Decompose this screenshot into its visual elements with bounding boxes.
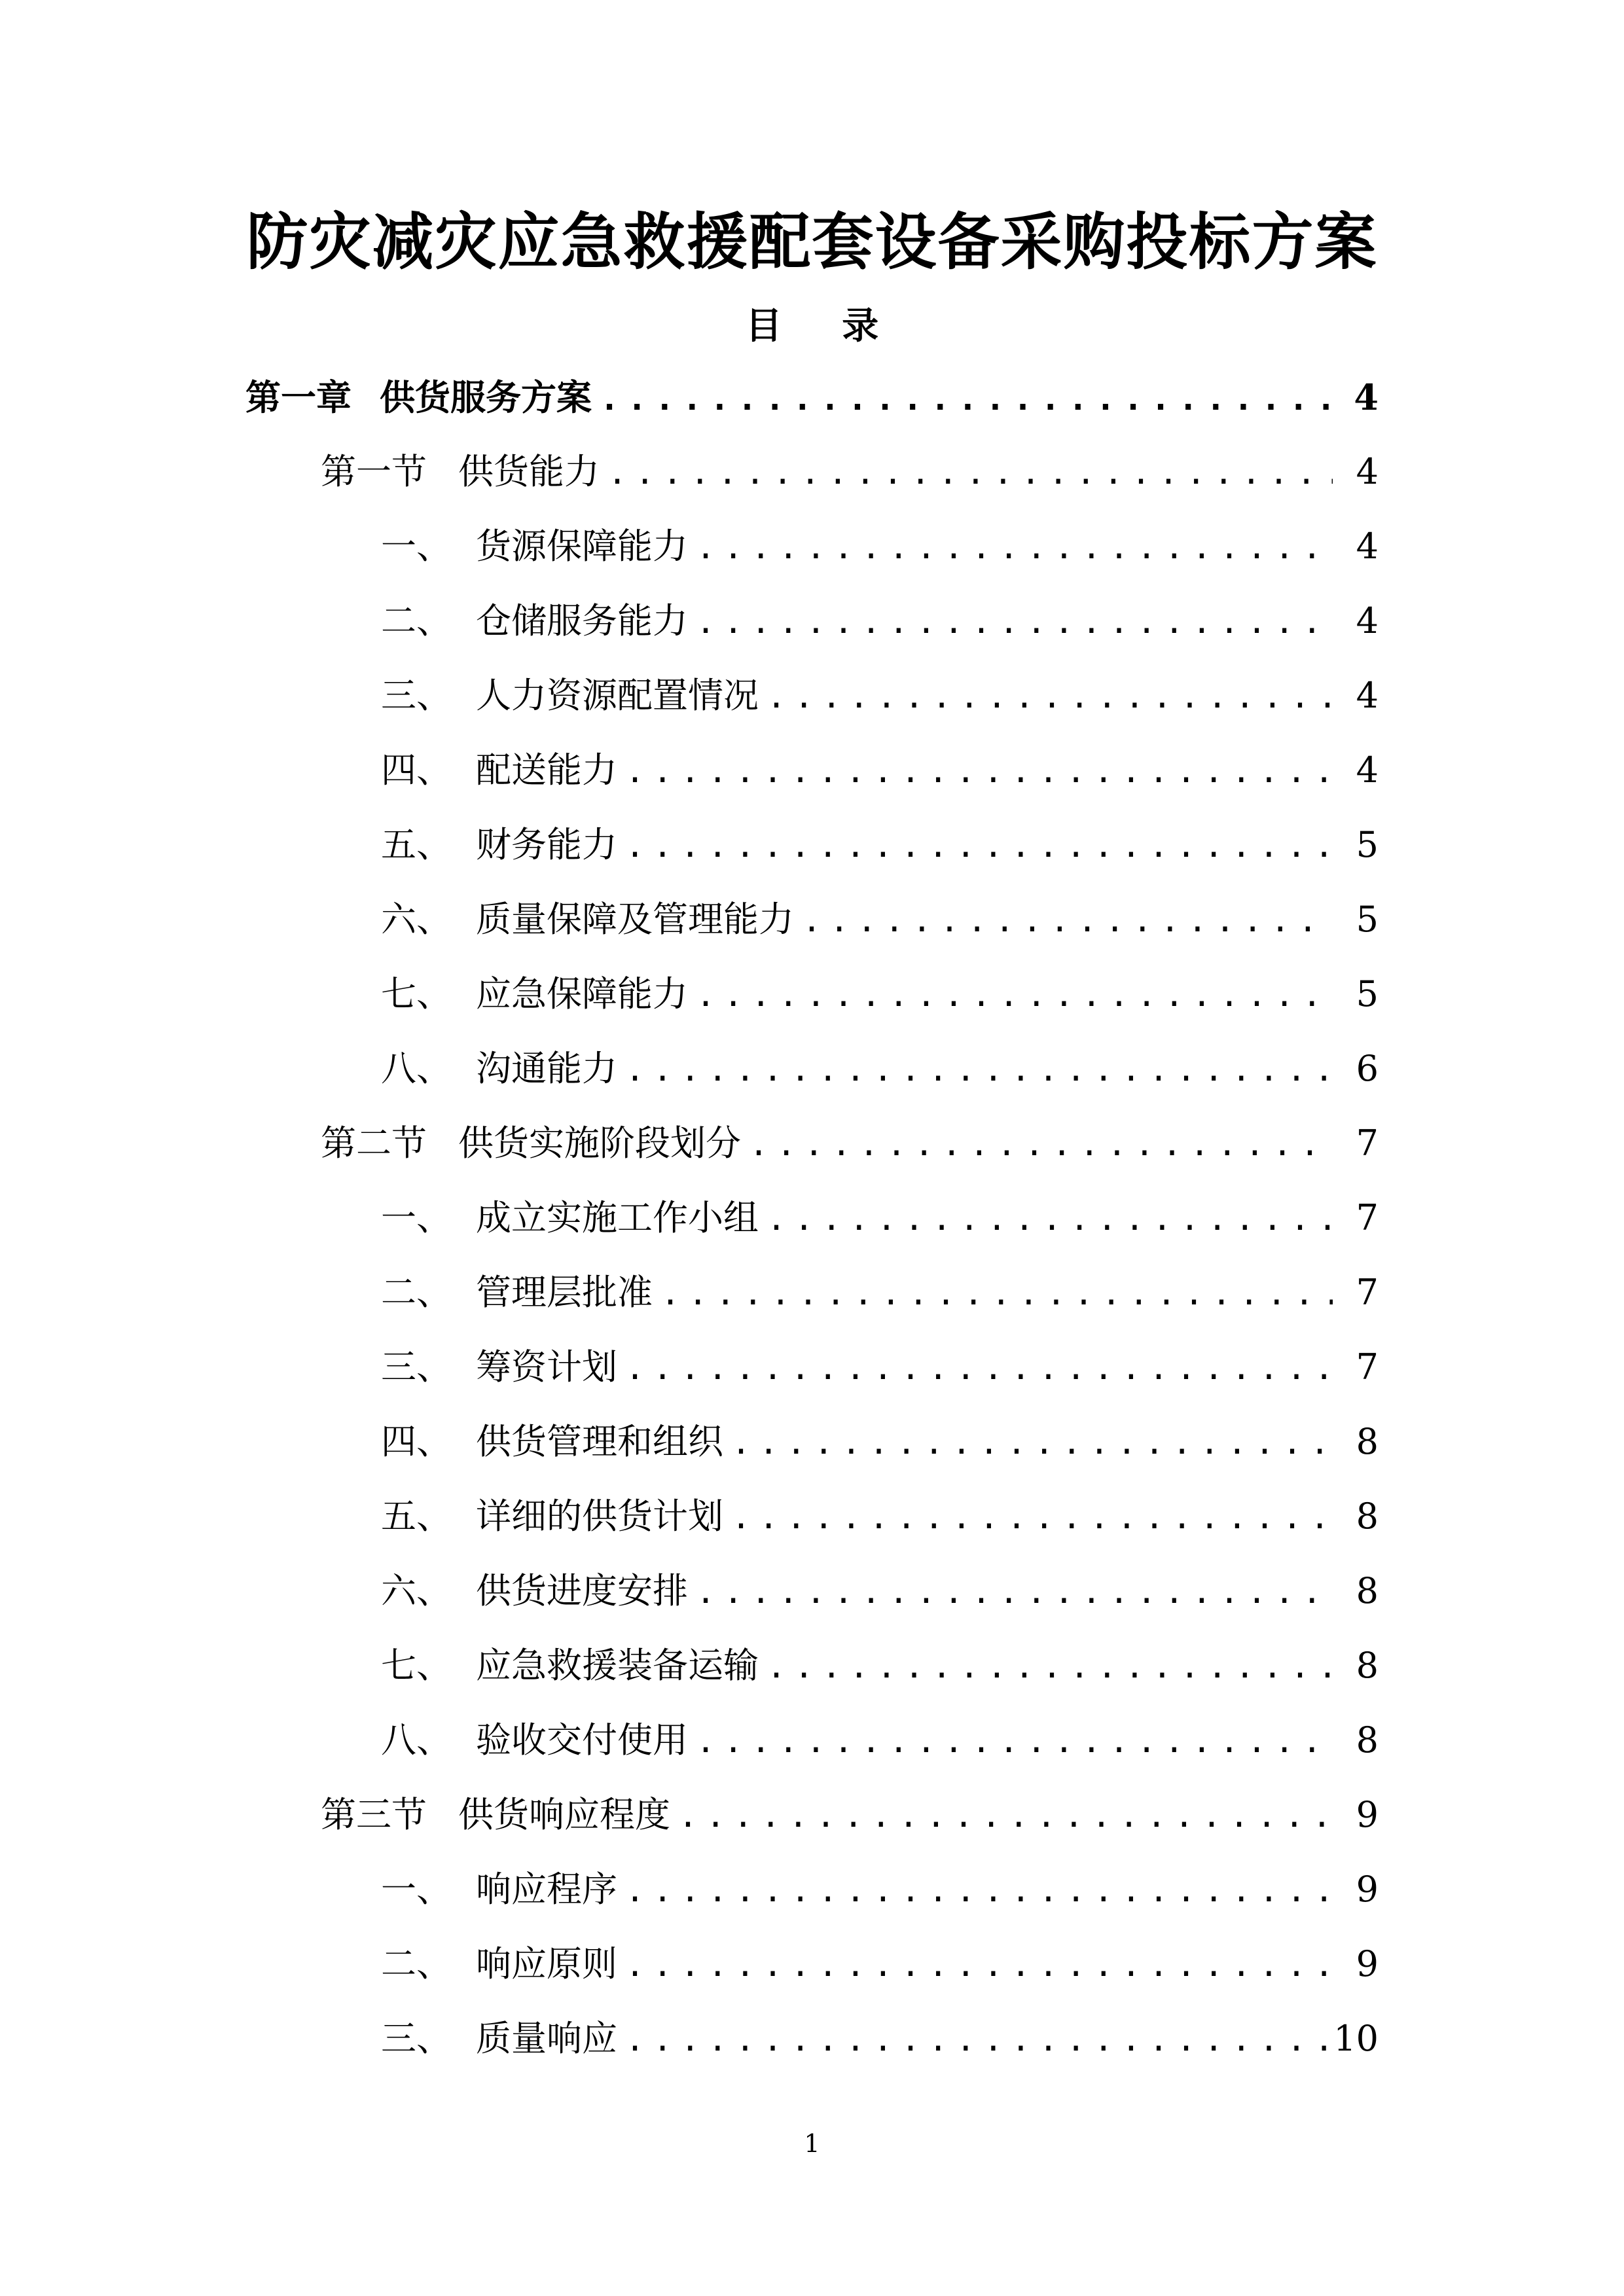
toc-entry[interactable]	[0, 1255, 1624, 1330]
toc-entry-title: 人力资源配置情况	[476, 675, 759, 716]
toc-entry[interactable]	[0, 882, 1624, 957]
toc-entry-page: 8	[1356, 1570, 1379, 1611]
table-of-contents	[0, 360, 1624, 2076]
toc-entry-page: 8	[1356, 1645, 1379, 1686]
toc-dot-leader	[731, 1405, 1333, 1480]
toc-entry-number: 七、	[381, 1645, 452, 1686]
toc-entry-number: 五、	[381, 1496, 452, 1537]
toc-entry-number: 四、	[381, 749, 452, 791]
toc-entry[interactable]	[0, 658, 1624, 733]
toc-entry[interactable]	[0, 1479, 1624, 1554]
toc-dot-leader	[625, 808, 1333, 883]
toc-entry[interactable]	[0, 733, 1624, 808]
toc-entry-page: 7	[1356, 1122, 1379, 1164]
toc-dot-leader	[600, 361, 1333, 436]
toc-entry[interactable]	[0, 2001, 1624, 2076]
toc-entry-page: 10	[1333, 2018, 1379, 2059]
toc-dot-leader	[625, 1331, 1333, 1405]
toc-entry-page: 6	[1356, 1048, 1379, 1089]
toc-entry-page: 4	[1356, 600, 1379, 641]
toc-entry-title: 响应程序	[476, 1869, 617, 1910]
toc-entry[interactable]	[0, 360, 1624, 435]
toc-entry-number: 四、	[381, 1421, 452, 1462]
toc-entry-number: 三、	[381, 675, 452, 716]
toc-entry-number: 二、	[381, 1272, 452, 1313]
toc-entry-number: 八、	[381, 1048, 452, 1089]
toc-entry-number: 第二节	[321, 1122, 427, 1164]
toc-entry-page: 5	[1356, 899, 1379, 940]
toc-entry[interactable]	[0, 808, 1624, 882]
toc-entry[interactable]	[0, 435, 1624, 509]
toc-entry-title: 供货响应程度	[458, 1794, 670, 1835]
toc-entry-page: 9	[1356, 1943, 1379, 1984]
toc-entry-title: 供货管理和组织	[476, 1421, 723, 1462]
toc-entry-page: 4	[1356, 526, 1379, 567]
toc-entry-page: 9	[1356, 1794, 1379, 1835]
toc-entry[interactable]	[0, 957, 1624, 1031]
toc-entry-page: 8	[1356, 1719, 1379, 1761]
toc-dot-leader	[767, 1181, 1333, 1256]
toc-entry-title: 仓储服务能力	[476, 600, 688, 641]
toc-entry-number: 六、	[381, 1570, 452, 1611]
toc-dot-leader	[802, 883, 1333, 958]
toc-entry-title: 应急救援装备运输	[476, 1645, 759, 1686]
toc-entry[interactable]	[0, 584, 1624, 658]
toc-entry-number: 六、	[381, 899, 452, 940]
toc-entry-number: 第一章	[245, 376, 352, 418]
toc-entry-title: 成立实施工作小组	[476, 1197, 759, 1238]
page-number: 1	[804, 2129, 820, 2158]
toc-entry-number: 一、	[381, 1869, 452, 1910]
toc-entry[interactable]	[0, 1031, 1624, 1106]
toc-entry-number: 一、	[381, 526, 452, 567]
toc-entry-title: 筹资计划	[476, 1346, 617, 1388]
toc-entry-page: 4	[1356, 675, 1379, 716]
toc-entry-title: 沟通能力	[476, 1048, 617, 1089]
toc-dot-leader	[625, 1928, 1333, 2002]
toc-dot-leader	[731, 1480, 1333, 1554]
toc-entry[interactable]	[0, 1927, 1624, 2001]
toc-entry-page: 5	[1356, 824, 1379, 865]
toc-entry-title: 财务能力	[476, 824, 617, 865]
toc-entry-number: 二、	[381, 600, 452, 641]
toc-entry[interactable]	[0, 1181, 1624, 1255]
toc-entry[interactable]	[0, 1852, 1624, 1927]
toc-dot-leader	[607, 435, 1333, 510]
toc-entry-number: 五、	[381, 824, 452, 865]
toc-entry-page: 5	[1356, 973, 1379, 1014]
toc-entry-title: 管理层批准	[476, 1272, 653, 1313]
toc-dot-leader	[696, 1704, 1333, 1778]
toc-entry-page: 4	[1354, 376, 1379, 418]
toc-entry-title: 质量保障及管理能力	[476, 899, 794, 940]
toc-dot-leader	[625, 734, 1333, 808]
toc-dot-leader	[767, 1629, 1333, 1704]
toc-entry-title: 供货实施阶段划分	[458, 1122, 741, 1164]
toc-entry-title: 供货服务方案	[380, 376, 592, 418]
toc-entry[interactable]	[0, 1703, 1624, 1778]
toc-entry-title: 响应原则	[476, 1943, 617, 1984]
toc-dot-leader	[696, 584, 1333, 659]
toc-entry-number: 三、	[381, 1346, 452, 1388]
toc-dot-leader	[625, 2002, 1333, 2077]
toc-entry[interactable]	[0, 1778, 1624, 1852]
toc-entry[interactable]	[0, 1330, 1624, 1405]
toc-dot-leader	[696, 510, 1333, 584]
toc-entry-number: 一、	[381, 1197, 452, 1238]
toc-entry-number: 七、	[381, 973, 452, 1014]
toc-dot-leader	[660, 1256, 1333, 1331]
toc-entry[interactable]	[0, 1628, 1624, 1703]
toc-entry-number: 三、	[381, 2018, 452, 2059]
toc-entry-page: 8	[1356, 1496, 1379, 1537]
toc-dot-leader	[625, 1032, 1333, 1107]
toc-entry-title: 验收交付使用	[476, 1719, 688, 1761]
toc-entry-number: 第一节	[321, 451, 427, 492]
toc-entry-title: 详细的供货计划	[476, 1496, 723, 1537]
toc-entry-number: 二、	[381, 1943, 452, 1984]
toc-entry-title: 质量响应	[476, 2018, 617, 2059]
toc-entry-title: 供货进度安排	[476, 1570, 688, 1611]
toc-entry-title: 配送能力	[476, 749, 617, 791]
toc-entry-page: 7	[1356, 1197, 1379, 1238]
toc-entry[interactable]	[0, 1405, 1624, 1479]
toc-entry-page: 8	[1356, 1421, 1379, 1462]
toc-heading: 目 录	[745, 304, 903, 348]
toc-dot-leader	[696, 958, 1333, 1032]
toc-dot-leader	[696, 1554, 1333, 1629]
toc-entry-number: 八、	[381, 1719, 452, 1761]
toc-entry-page: 7	[1356, 1272, 1379, 1313]
toc-dot-leader	[767, 659, 1333, 734]
toc-entry-title: 供货能力	[458, 451, 600, 492]
toc-entry-page: 9	[1356, 1869, 1379, 1910]
toc-dot-leader	[625, 1853, 1333, 1928]
toc-entry-page: 4	[1356, 451, 1379, 492]
toc-entry[interactable]	[0, 1554, 1624, 1628]
toc-entry-title: 货源保障能力	[476, 526, 688, 567]
toc-entry[interactable]	[0, 1106, 1624, 1181]
toc-entry-title: 应急保障能力	[476, 973, 688, 1014]
toc-entry[interactable]	[0, 509, 1624, 584]
toc-entry-number: 第三节	[321, 1794, 427, 1835]
toc-entry-page: 4	[1356, 749, 1379, 791]
toc-dot-leader	[749, 1107, 1333, 1181]
toc-entry-page: 7	[1356, 1346, 1379, 1388]
toc-dot-leader	[678, 1778, 1333, 1853]
document-title: 防灾减灾应急救援配套设备采购投标方案	[246, 206, 1378, 278]
